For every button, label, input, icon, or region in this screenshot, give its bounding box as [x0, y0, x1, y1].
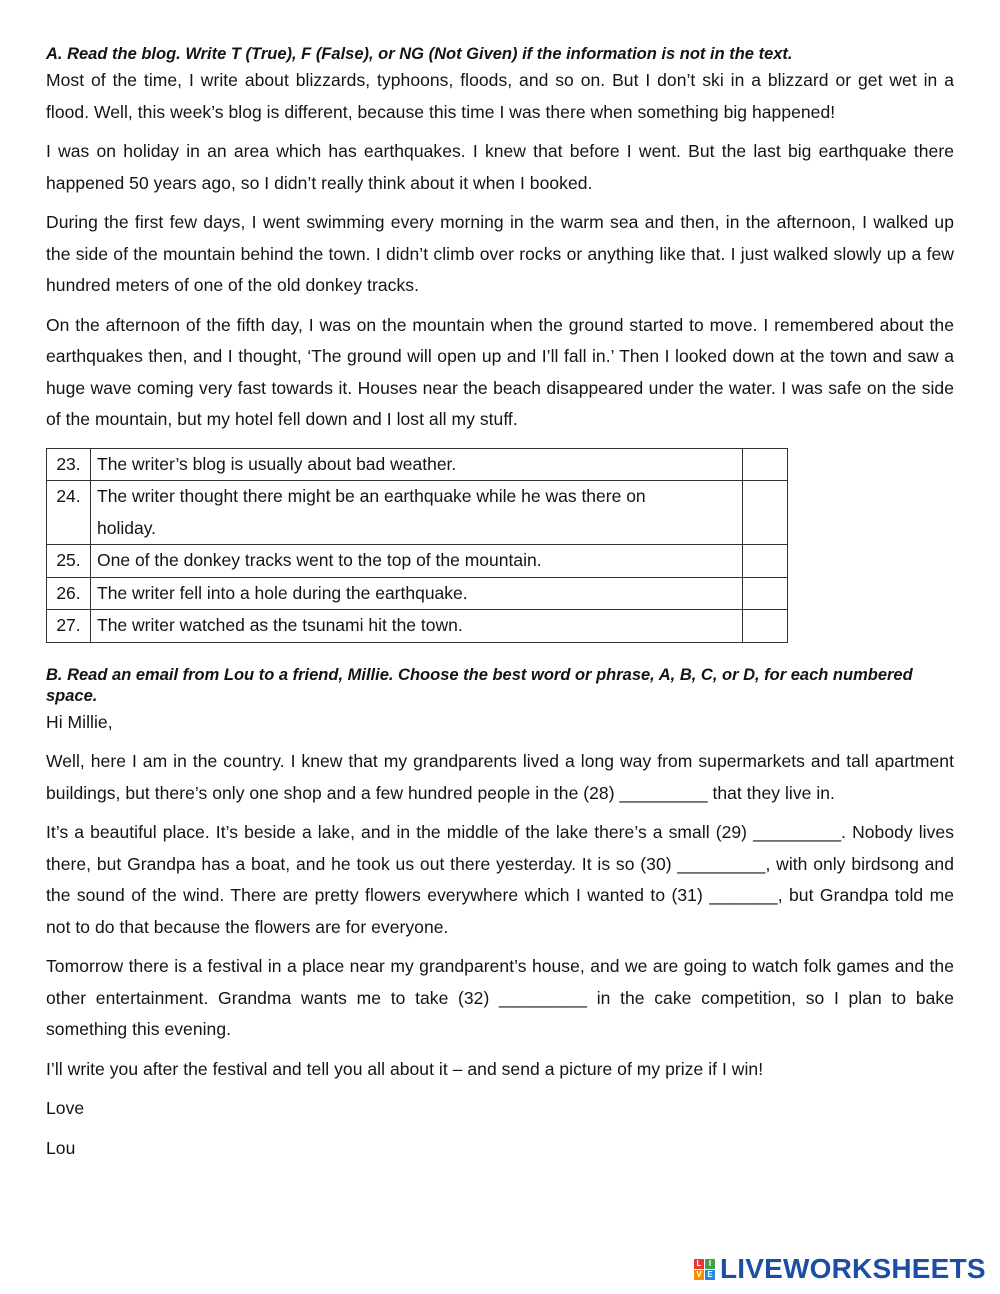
question-number: 23. — [47, 448, 91, 481]
table-row — [47, 481, 788, 545]
blog-paragraph-1: Most of the time, I write about blizzards, typhoons, floods, and so on. But I don’t ski in a blizzard or get wet in a flood. Well, this week’s blog is different, because this time I was there when something big happened! — [46, 70, 954, 122]
table-row — [47, 545, 788, 578]
liveworksheets-logo — [694, 1254, 986, 1284]
question-text: The writer watched as the tsunami hit the town. — [91, 610, 743, 643]
email-closing: Love — [46, 1098, 85, 1118]
section-a-heading: A. Read the blog. Write T (True), F (False), or NG (Not Given) if the information is not in the text. — [46, 45, 793, 63]
email-greeting: Hi Millie, — [46, 711, 113, 732]
section-b-heading: B. Read an email from Lou to a friend, Millie. Choose the best word or phrase, A, B, C, or D, for each numbered space. — [46, 665, 913, 705]
question-text: The writer fell into a hole during the earthquake. — [91, 577, 743, 610]
table-row — [47, 610, 788, 643]
question-text: The writer’s blog is usually about bad weather. — [91, 448, 743, 481]
email-paragraph-2: It’s a beautiful place. It’s beside a lake, and in the middle of the lake there’s a small (29) _________. Nobody lives there, but Grandpa has a boat, and he took us out there yesterday. It is so (30) _________, with only birdsong and the sound of the wind. There are pretty flowers everywhere which I wanted to (31) _______, but Grandpa told me not to do that because the flowers are for everyone. — [46, 822, 954, 937]
logo-text: LIVEWORKSHEETS — [720, 1253, 986, 1284]
table-row — [47, 577, 788, 610]
email-paragraph-4: I’ll write you after the festival and tell you all about it – and send a picture of my prize if I win! — [46, 1058, 764, 1079]
answer-cell-26[interactable] — [743, 577, 788, 610]
logo-mark-letter: E — [705, 1270, 715, 1280]
table-row — [47, 448, 788, 481]
answer-cell-24[interactable] — [743, 481, 788, 545]
email-paragraph-3: Tomorrow there is a festival in a place near my grandparent’s house, and we are going to watch folk games and the other entertainment. Grandma wants me to take (32) _________ in the cake competition, so I plan to bake something this evening. — [46, 956, 954, 1039]
question-text: The writer thought there might be an earthquake while he was there on holiday. — [91, 481, 743, 545]
blog-paragraph-2: I was on holiday in an area which has earthquakes. I knew that before I went. But the last big earthquake there happened 50 years ago, so I didn’t really think about it when I booked. — [46, 141, 954, 193]
logo-mark-letter: I — [705, 1259, 715, 1269]
question-number: 27. — [47, 610, 91, 643]
logo-mark-letter: L — [694, 1259, 704, 1269]
answer-cell-25[interactable] — [743, 545, 788, 578]
worksheet-page — [46, 44, 954, 1172]
true-false-table — [46, 448, 788, 643]
logo-mark-letter: V — [694, 1270, 704, 1280]
email-signature: Lou — [46, 1137, 76, 1158]
blog-paragraph-4: On the afternoon of the fifth day, I was on the mountain when the ground started to move. I remembered about the earthquakes then, and I thought, ‘The ground will open up and I’ll fall in.’ Then I looked down at the town and saw a huge wave coming very fast towards it. Houses near the beach disappeared under the water. I was safe on the side of the mountain, but my hotel fell down and I lost all my stuff. — [46, 314, 954, 429]
blog-paragraph-3: During the first few days, I went swimming every morning in the warm sea and then, in the afternoon, I walked up the side of the mountain behind the town. I didn’t climb over rocks or anything like that. I just walked slowly up a few hundred meters of one of the old donkey tracks. — [46, 212, 954, 295]
question-text: One of the donkey tracks went to the top of the mountain. — [91, 545, 743, 578]
question-number: 25. — [47, 545, 91, 578]
answer-cell-27[interactable] — [743, 610, 788, 643]
answer-cell-23[interactable] — [743, 448, 788, 481]
question-number: 24. — [47, 481, 91, 545]
email-paragraph-1: Well, here I am in the country. I knew that my grandparents lived a long way from supermarkets and tall apartment buildings, but there’s only one shop and a few hundred people in the (28) _________ that they live in. — [46, 751, 954, 803]
question-number: 26. — [47, 577, 91, 610]
logo-mark-icon — [694, 1259, 715, 1280]
